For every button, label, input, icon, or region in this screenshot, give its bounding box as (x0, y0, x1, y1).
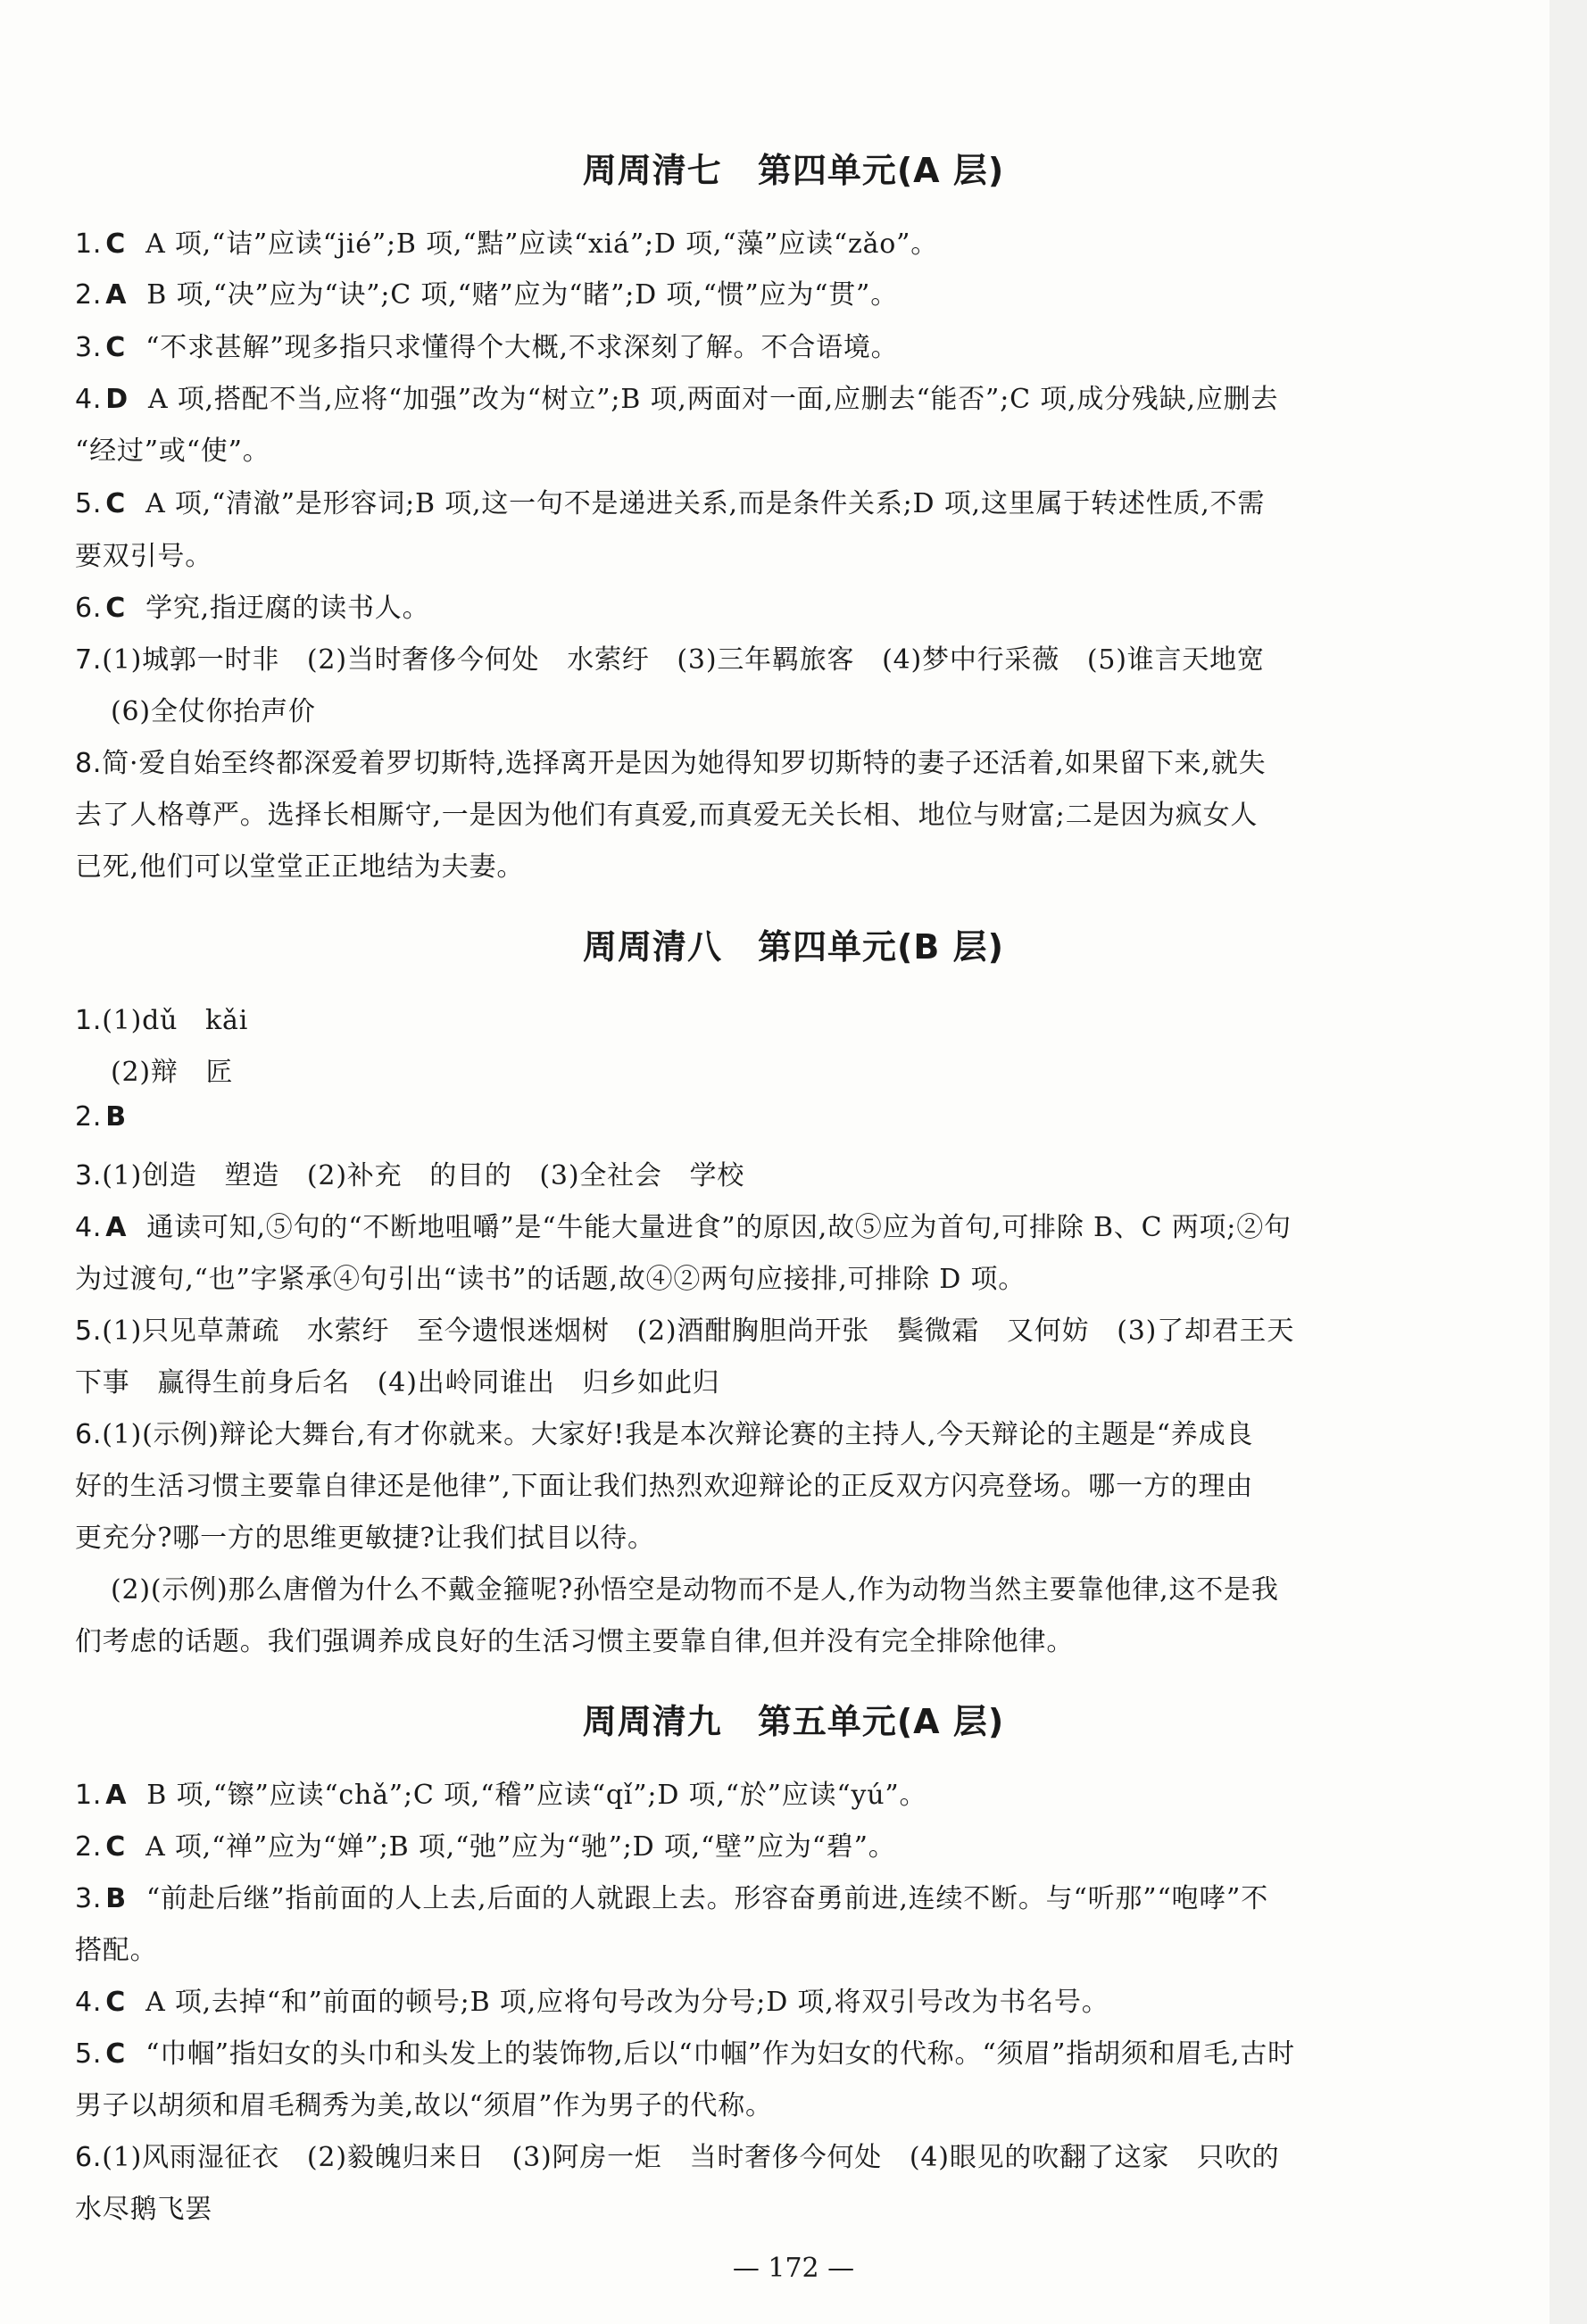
answer-text: 搭配。 (75, 1935, 158, 1966)
answer-choice: C (105, 488, 127, 519)
answer-line-continued (75, 793, 1425, 832)
answer-line (75, 741, 1425, 780)
question-number: 3. (75, 1883, 103, 1914)
answer-line (75, 325, 1425, 364)
answer-choice: A (105, 279, 128, 311)
section-title-unit: 第五单元(A 层) (757, 1702, 1005, 1741)
answer-text: 学究,指迂腐的读书人。 (145, 593, 430, 624)
answer-line (75, 1153, 1425, 1192)
answer-text: 通读可知,⑤句的“不断地咀嚼”是“牛能大量进食”的原因,故⑤应为首句,可排除 B、C 两项;②句 (146, 1212, 1292, 1243)
answer-line-continued (75, 2083, 1425, 2122)
answer-text: (2)(示例)那么唐僧为什么不戴金箍呢?孙悟空是动物而不是人,作为动物当然主要靠他律,这不是我 (111, 1574, 1279, 1606)
answer-choice: D (105, 384, 129, 415)
section-title (0, 919, 1587, 968)
section-title (0, 143, 1587, 192)
answer-text: 们考虑的话题。我们强调养成良好的生活习惯主要靠自律,但并没有完全排除他律。 (75, 1626, 1075, 1657)
section-title-unit: 第四单元(A 层) (757, 151, 1005, 190)
answer-line (75, 1308, 1425, 1348)
page-edge-shadow (1550, 0, 1587, 2324)
question-number: 6. (75, 2142, 103, 2173)
section-title-unit: 第四单元(B 层) (758, 927, 1004, 967)
answer-text: “不求甚解”现多指只求懂得个大概,不求深刻了解。不合语境。 (145, 332, 899, 363)
answer-text: (6)全仗你抬声价 (111, 696, 316, 727)
question-number: 4. (75, 1212, 103, 1243)
question-number: 7. (75, 644, 103, 676)
answer-line-continued (75, 428, 1425, 468)
answer-line (75, 481, 1425, 520)
answer-text: (1)城郭一时非 (2)当时奢侈今何处 水萦纡 (3)三年羁旅客 (4)梦中行采薇 (5)谁言天地宽 (102, 644, 1265, 676)
answer-text: B 项,“决”应为“诀”;C 项,“赌”应为“睹”;D 项,“惯”应为“贯”。 (146, 279, 898, 311)
answer-text: “巾帼”指妇女的头巾和头发上的装饰物,后以“巾帼”作为妇女的代称。“须眉”指胡须和眉毛,古时 (145, 2038, 1295, 2070)
answer-line (75, 1205, 1425, 1244)
answer-text: 男子以胡须和眉毛稠秀为美,故以“须眉”作为男子的代称。 (75, 2090, 773, 2121)
question-number: 3. (75, 1160, 103, 1191)
question-number: 6. (75, 593, 103, 624)
answer-line-continued (111, 1050, 1425, 1089)
answer-text: “前赴后继”指前面的人上去,后面的人就跟上去。形容奋勇前进,连续不断。与“听那”“咆哮”不 (145, 1883, 1268, 1914)
answer-text: 水尽鹅飞罢 (75, 2194, 212, 2225)
answer-text: (1)风雨湿征衣 (2)毅魄归来日 (3)阿房一炬 当时奢侈今何处 (4)眼见的吹翻了这家 只吹的 (102, 2142, 1280, 2173)
answer-text: (1)(示例)辩论大舞台,有才你就来。大家好!我是本次辩论赛的主持人,今天辩论的主题是“养成良 (102, 1419, 1254, 1450)
question-number: 5. (75, 1316, 103, 1347)
answer-line (75, 637, 1425, 676)
answer-choice: C (105, 593, 127, 624)
answer-text: A 项,搭配不当,应将“加强”改为“树立”;B 项,两面对一面,应删去“能否”;C 项,成分残缺,应删去 (147, 384, 1279, 415)
question-number: 5. (75, 488, 103, 519)
answer-line (75, 221, 1425, 261)
answer-text: (1)只见草萧疏 水萦纡 至今遗恨迷烟树 (2)酒酣胸胆尚开张 鬓微霜 又何妨 (3)了却君王天 (102, 1316, 1295, 1347)
answer-text: A 项,“诘”应读“jié”;B 项,“黠”应读“xiá”;D 项,“藻”应读“zǎo”。 (145, 228, 939, 260)
section-title (0, 1694, 1587, 1743)
answer-line-continued (75, 1928, 1425, 1967)
question-number: 2. (75, 1101, 103, 1133)
answer-line-continued (75, 1619, 1425, 1658)
answer-line (75, 272, 1425, 311)
answer-choice: C (105, 1831, 127, 1863)
answer-text: A 项,去掉“和”前面的顿号;B 项,应将句号改为分号;D 项,将双引号改为书名号。 (145, 1987, 1109, 2018)
question-number: 4. (75, 384, 103, 415)
answer-line (75, 2135, 1425, 2174)
answer-text: 简·爱自始至终都深爱着罗切斯特,选择离开是因为她得知罗切斯特的妻子还活着,如果留下来,就失 (102, 748, 1267, 779)
answer-text: (1)创造 塑造 (2)补充 的目的 (3)全社会 学校 (102, 1160, 745, 1191)
answer-text: 去了人格尊严。选择长相厮守,一是因为他们有真爱,而真爱无关长相、地位与财富;二是因为疯女人 (75, 800, 1259, 831)
answer-line-continued (75, 534, 1425, 573)
answer-line (75, 1980, 1425, 2019)
answer-line (75, 1101, 1425, 1133)
answer-line (75, 998, 1425, 1037)
answer-line (75, 377, 1425, 416)
answer-choice: C (105, 2038, 127, 2070)
answer-line-continued (75, 1257, 1425, 1296)
answer-line-continued (75, 1360, 1425, 1399)
answer-line-continued (111, 689, 1425, 728)
answer-line-continued (111, 1567, 1425, 1606)
answer-choice: A (105, 1212, 128, 1243)
answer-line-continued (75, 1464, 1425, 1503)
answer-text: 更充分?哪一方的思维更敏捷?让我们拭目以待。 (75, 1523, 655, 1554)
answer-line (75, 1772, 1425, 1812)
question-number: 3. (75, 332, 103, 363)
answer-line (75, 585, 1425, 625)
question-number: 5. (75, 2038, 103, 2070)
section-title-label: 周周清七 (582, 151, 722, 190)
answer-line (75, 1876, 1425, 1915)
question-number: 1. (75, 1780, 103, 1811)
page-number: — 172 — (732, 2253, 855, 2284)
answer-line-continued (75, 2187, 1425, 2226)
answer-text: B 项,“镲”应读“chǎ”;C 项,“稽”应读“qǐ”;D 项,“於”应读“yú”。 (146, 1780, 927, 1811)
question-number: 1. (75, 228, 103, 260)
question-number: 2. (75, 279, 103, 311)
answer-text: 好的生活习惯主要靠自律还是他律”,下面让我们热烈欢迎辩论的正反双方闪亮登场。哪一方的理由 (75, 1471, 1254, 1502)
answer-line-continued (75, 844, 1425, 884)
section-title-label: 周周清九 (582, 1702, 722, 1741)
answer-line (75, 2031, 1425, 2071)
answer-text: 已死,他们可以堂堂正正地结为夫妻。 (75, 851, 525, 883)
question-number: 1. (75, 1005, 103, 1036)
answer-text: A 项,“清澈”是形容词;B 项,这一句不是递进关系,而是条件关系;D 项,这里属于转述性质,不需 (145, 488, 1266, 519)
answer-choice: A (105, 1780, 128, 1811)
answer-choice: C (105, 1987, 127, 2018)
answer-text: A 项,“禅”应为“婵”;B 项,“弛”应为“驰”;D 项,“壁”应为“碧”。 (145, 1831, 896, 1863)
question-number: 2. (75, 1831, 103, 1863)
answer-text: 为过渡句,“也”字紧承④句引出“读书”的话题,故④②两句应接排,可排除 D 项。 (75, 1264, 1026, 1295)
section-title-label: 周周清八 (583, 927, 723, 967)
answer-choice: B (105, 1101, 127, 1133)
answer-choice: C (105, 228, 127, 260)
answer-line (75, 1824, 1425, 1863)
question-number: 8. (75, 748, 103, 779)
question-number: 6. (75, 1419, 103, 1450)
answer-line (75, 1412, 1425, 1451)
answer-text: 下事 赢得生前身后名 (4)出岭同谁出 归乡如此归 (75, 1367, 720, 1399)
answer-choice: B (105, 1883, 127, 1914)
answer-text: 要双引号。 (75, 541, 212, 572)
answer-line-continued (75, 1515, 1425, 1555)
answer-text: (2)辩 匠 (111, 1057, 234, 1088)
answer-text: “经过”或“使”。 (75, 436, 270, 467)
answer-text: (1)dǔ kǎi (102, 1005, 249, 1036)
answer-choice: C (105, 332, 127, 363)
question-number: 4. (75, 1987, 103, 2018)
